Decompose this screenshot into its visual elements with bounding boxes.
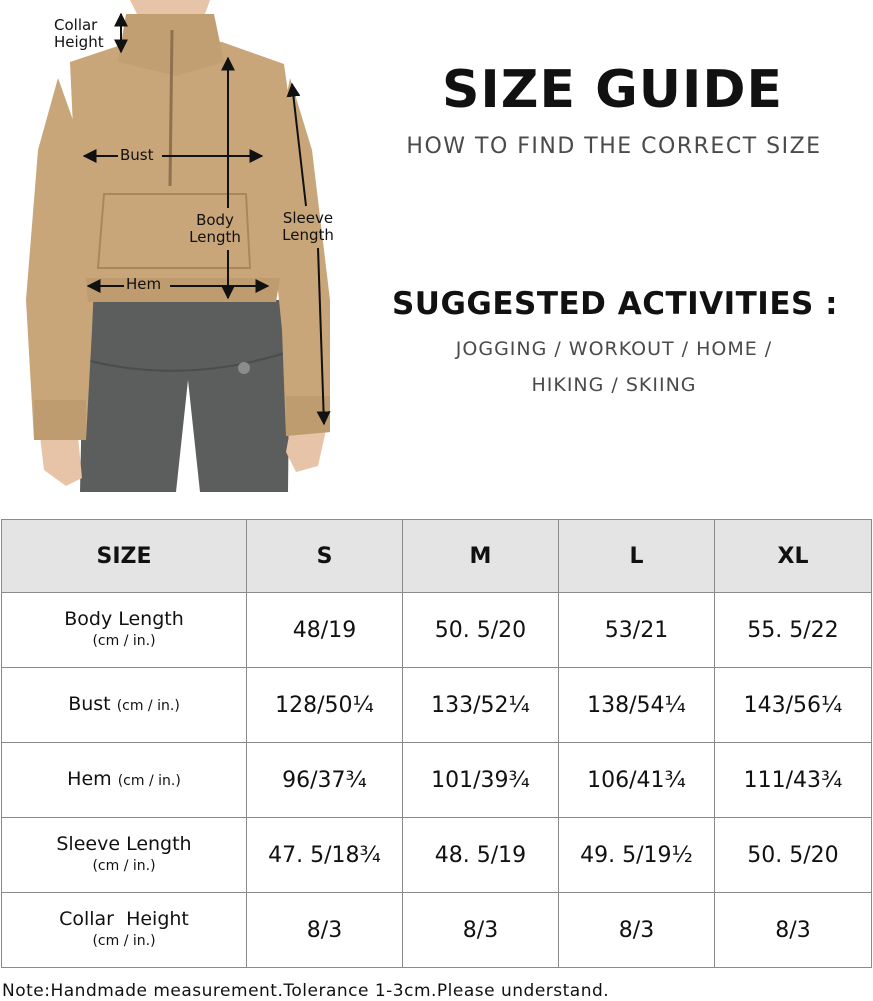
activities-line-1: JOGGING / WORKOUT / HOME / bbox=[455, 338, 773, 360]
body-length-label: Body Length bbox=[189, 211, 241, 246]
hem-label: Hem bbox=[126, 275, 162, 293]
table-cell: 53/21 bbox=[559, 593, 715, 668]
table-row bbox=[2, 818, 872, 893]
size-table bbox=[1, 519, 872, 968]
table-cell: 8/3 bbox=[715, 893, 872, 968]
table-cell: 111/43¾ bbox=[715, 743, 872, 818]
table-row bbox=[2, 593, 872, 668]
table-cell: 48/19 bbox=[247, 593, 403, 668]
table-cell: 50. 5/20 bbox=[715, 818, 872, 893]
table-cell: 8/3 bbox=[247, 893, 403, 968]
table-cell: 128/50¼ bbox=[247, 668, 403, 743]
header-m: M bbox=[403, 520, 559, 593]
table-cell: 143/56¼ bbox=[715, 668, 872, 743]
table-cell: 49. 5/19½ bbox=[559, 818, 715, 893]
table-cell: 47. 5/18¾ bbox=[247, 818, 403, 893]
bust-label: Bust bbox=[120, 146, 154, 164]
product-illustration bbox=[0, 0, 360, 500]
page-title: SIZE GUIDE bbox=[441, 60, 784, 120]
header-s: S bbox=[247, 520, 403, 593]
table-cell: 138/54¼ bbox=[559, 668, 715, 743]
header-xl: XL bbox=[715, 520, 872, 593]
row-label-body-length: Body Length (cm / in.) bbox=[2, 593, 247, 668]
row-label-hem: Hem (cm / in.) bbox=[2, 743, 247, 818]
table-cell: 55. 5/22 bbox=[715, 593, 872, 668]
table-row bbox=[2, 668, 872, 743]
table-header-row bbox=[2, 520, 872, 593]
activities-line-2: HIKING / SKIING bbox=[531, 374, 697, 396]
sweatshirt-figure bbox=[0, 0, 360, 500]
table-cell: 50. 5/20 bbox=[403, 593, 559, 668]
table-row bbox=[2, 893, 872, 968]
sleeve-length-label: Sleeve Length bbox=[282, 209, 334, 244]
row-label-collar-height: Collar Height (cm / in.) bbox=[2, 893, 247, 968]
table-cell: 8/3 bbox=[559, 893, 715, 968]
activities-title: SUGGESTED ACTIVITIES : bbox=[391, 286, 839, 322]
header-size: SIZE bbox=[2, 520, 247, 593]
header-l: L bbox=[559, 520, 715, 593]
collar-height-label: Collar Height bbox=[54, 16, 104, 51]
table-cell: 48. 5/19 bbox=[403, 818, 559, 893]
table-cell: 8/3 bbox=[403, 893, 559, 968]
measurement-note: Note:Handmade measurement.Tolerance 1-3cm.Please understand. bbox=[2, 981, 610, 1001]
table-row bbox=[2, 743, 872, 818]
table-cell: 106/41¾ bbox=[559, 743, 715, 818]
row-label-sleeve-length: Sleeve Length (cm / in.) bbox=[2, 818, 247, 893]
row-label-bust: Bust (cm / in.) bbox=[2, 668, 247, 743]
page-subtitle: HOW TO FIND THE CORRECT SIZE bbox=[406, 134, 822, 159]
table-cell: 133/52¼ bbox=[403, 668, 559, 743]
table-cell: 96/37¾ bbox=[247, 743, 403, 818]
table-cell: 101/39¾ bbox=[403, 743, 559, 818]
